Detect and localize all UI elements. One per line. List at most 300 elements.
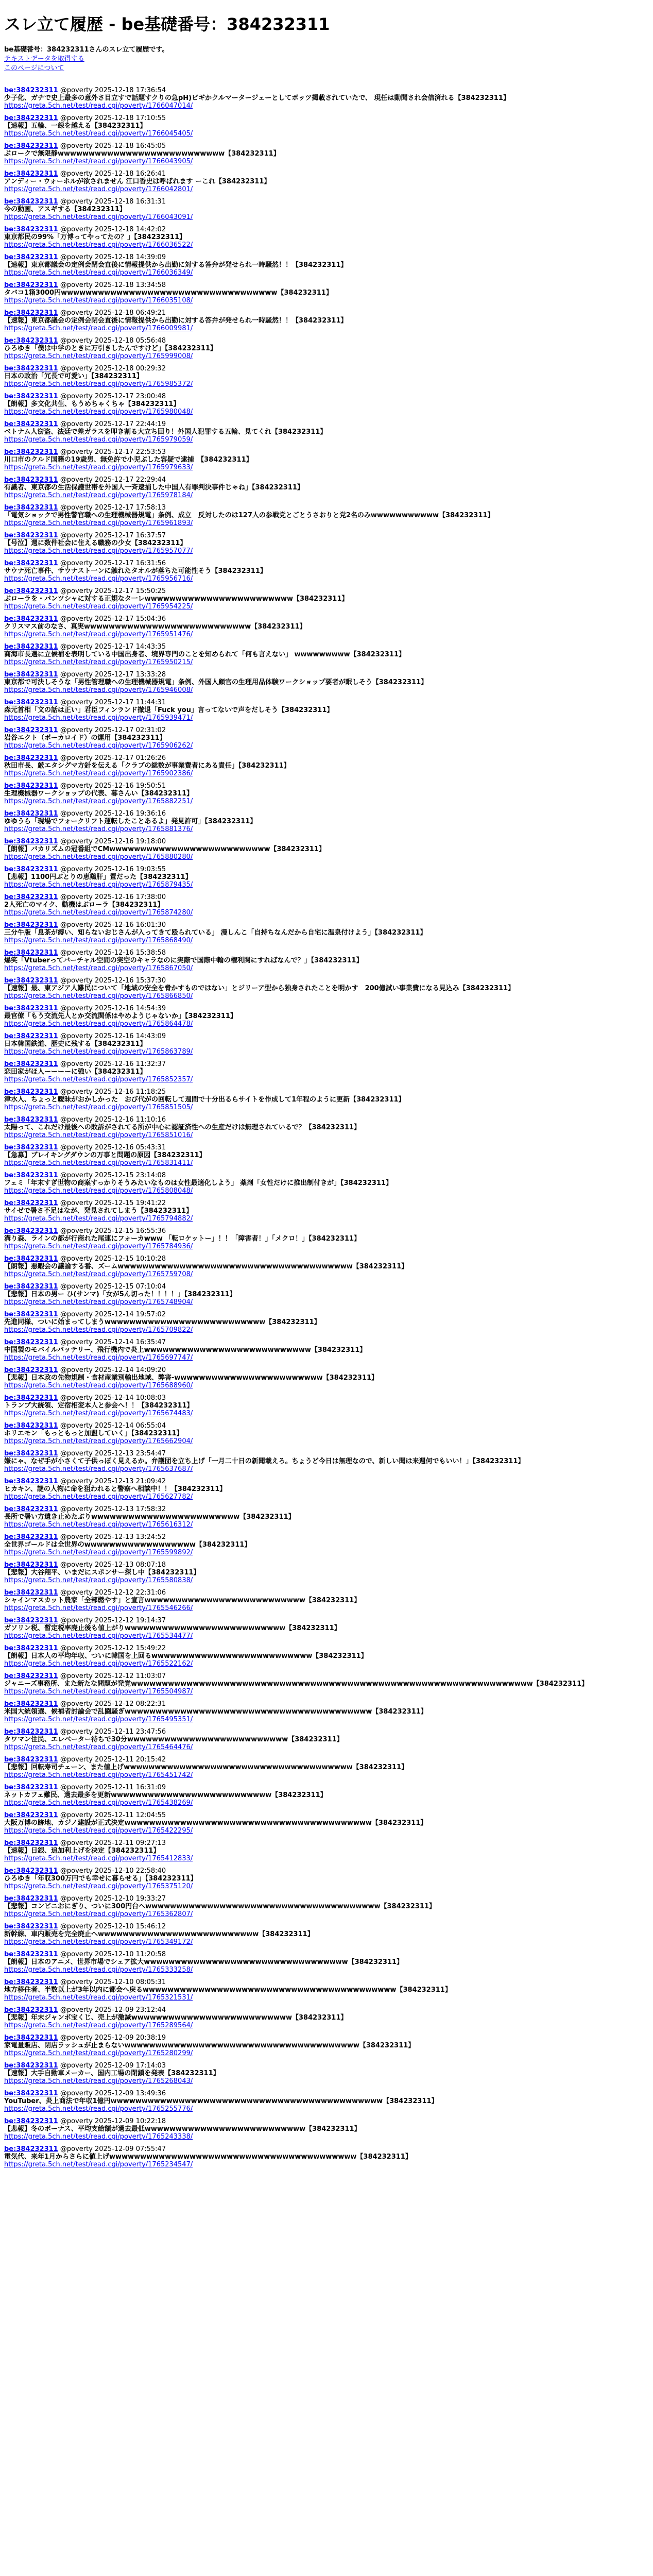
thread-url-link[interactable]: https://greta.5ch.net/test/read.cgi/poverty/1765906262/ bbox=[4, 742, 193, 750]
be-id-link[interactable]: be:384232311 bbox=[4, 420, 58, 428]
thread-header bbox=[4, 1645, 649, 1652]
thread-url-link[interactable]: https://greta.5ch.net/test/read.cgi/poverty/1765709822/ bbox=[4, 1326, 193, 1334]
board-and-date: @poverty 2025-12-18 17:36:54 bbox=[58, 87, 166, 94]
be-id-link[interactable]: be:384232311 bbox=[4, 782, 58, 790]
be-id-link[interactable]: be:384232311 bbox=[4, 365, 58, 372]
thread-title: 【悲報】大谷翔平、いまだにスポンサー探し中【384232311】 bbox=[4, 1569, 200, 1577]
thread-title: 【朗報】悪暇会の議論する番、ズームwwwwwwwwwwwwwwwwwwwwwwwwwwwwwwwwwwwwww【384232311】 bbox=[4, 1263, 408, 1270]
thread-title: 【悲報】冬のボーナス、平均支給額が過去最低wwwwwwwwwwwwwwwwwwwwwwwwww【384232311】 bbox=[4, 2125, 361, 2133]
thread-entry bbox=[4, 1951, 649, 1974]
board-and-date: @poverty 2025-12-16 14:54:39 bbox=[58, 1005, 166, 1012]
board-and-date: @poverty 2025-12-13 13:24:52 bbox=[58, 1533, 166, 1541]
about-page-link[interactable]: このページについて bbox=[4, 64, 64, 72]
thread-header bbox=[4, 699, 649, 706]
be-id-link[interactable]: be:384232311 bbox=[4, 1617, 58, 1624]
be-id-link[interactable]: be:384232311 bbox=[4, 587, 58, 595]
thread-title: 【朗報】多文化共生、もうめちゃくちゃ【384232311】 bbox=[4, 400, 180, 408]
thread-url-link[interactable]: https://greta.5ch.net/test/read.cgi/poverty/1765863789/ bbox=[4, 1048, 193, 1056]
thread-entry bbox=[4, 1978, 649, 2002]
thread-title: 爆笑「Vtuberってバーチャル空間の実空のキャラなのに実際で国際中輪の権利関にすればなんで？」【384232311】 bbox=[4, 957, 363, 964]
be-id-link[interactable]: be:384232311 bbox=[4, 2145, 58, 2153]
be-id-link[interactable]: be:384232311 bbox=[4, 643, 58, 651]
thread-url-link[interactable]: https://greta.5ch.net/test/read.cgi/poverty/1766036522/ bbox=[4, 241, 193, 249]
be-id-link[interactable]: be:384232311 bbox=[4, 1533, 58, 1541]
thread-url-link[interactable]: https://greta.5ch.net/test/read.cgi/poverty/1765748904/ bbox=[4, 1298, 193, 1306]
thread-header bbox=[4, 1311, 649, 1318]
thread-entry bbox=[4, 309, 649, 332]
board-and-date: @poverty 2025-12-13 23:54:47 bbox=[58, 1450, 166, 1458]
thread-url-link[interactable]: https://greta.5ch.net/test/read.cgi/poverty/1766047014/ bbox=[4, 102, 193, 110]
be-id-link[interactable]: be:384232311 bbox=[4, 1311, 58, 1318]
thread-url-link[interactable]: https://greta.5ch.net/test/read.cgi/poverty/1765951476/ bbox=[4, 631, 193, 638]
thread-header bbox=[4, 2034, 649, 2042]
thread-url-link[interactable]: https://greta.5ch.net/test/read.cgi/poverty/1765879435/ bbox=[4, 881, 193, 889]
board-and-date: @poverty 2025-12-17 11:44:31 bbox=[58, 699, 166, 706]
thread-entry bbox=[4, 1227, 649, 1250]
board-and-date: @poverty 2025-12-15 16:55:36 bbox=[58, 1227, 166, 1235]
be-id-link[interactable]: be:384232311 bbox=[4, 1283, 58, 1291]
thread-url-link[interactable]: https://greta.5ch.net/test/read.cgi/poverty/1766035108/ bbox=[4, 297, 193, 304]
thread-title: ベトナム人窃盗、法廷で差ガラスを叩き割る大立ち回り！外国人犯罪する五輪、見てくれ【384232311】 bbox=[4, 428, 327, 436]
be-id-link[interactable]: be:384232311 bbox=[4, 754, 58, 762]
be-id-link[interactable]: be:384232311 bbox=[4, 198, 58, 206]
board-and-date: @poverty 2025-12-09 20:38:19 bbox=[58, 2034, 166, 2042]
thread-url-link[interactable]: https://greta.5ch.net/test/read.cgi/poverty/1765599892/ bbox=[4, 1549, 193, 1556]
thread-entry bbox=[4, 198, 649, 221]
thread-url-link[interactable]: https://greta.5ch.net/test/read.cgi/poverty/1766036349/ bbox=[4, 269, 193, 277]
thread-title: ゆゆうら「現場でフォークリフト運転したことあるよ」発見許可」【384232311】 bbox=[4, 818, 257, 825]
thread-title: 今の動画、アスギする【384232311】 bbox=[4, 206, 126, 213]
board-and-date: @poverty 2025-12-14 10:08:03 bbox=[58, 1394, 166, 1402]
thread-header bbox=[4, 1283, 649, 1291]
be-id-link[interactable]: be:384232311 bbox=[4, 838, 58, 845]
be-id-link[interactable]: be:384232311 bbox=[4, 1116, 58, 1124]
thread-url-link[interactable]: https://greta.5ch.net/test/read.cgi/poverty/1765451742/ bbox=[4, 1771, 193, 1779]
be-id-link[interactable]: be:384232311 bbox=[4, 309, 58, 317]
be-id-link[interactable]: be:384232311 bbox=[4, 2117, 58, 2125]
be-id-link[interactable]: be:384232311 bbox=[4, 893, 58, 901]
be-id-link[interactable]: be:384232311 bbox=[4, 810, 58, 818]
thread-header bbox=[4, 1394, 649, 1402]
thread-url-link[interactable]: https://greta.5ch.net/test/read.cgi/poverty/1765831411/ bbox=[4, 1159, 193, 1167]
board-and-date: @poverty 2025-12-10 15:46:12 bbox=[58, 1923, 166, 1930]
thread-entry bbox=[4, 2034, 649, 2057]
thread-title: ぶローラを・パンツシャに対する正規なタ一レwwwwwwwwwwwwwwwwwwwwwwww【384232311】 bbox=[4, 595, 349, 603]
be-id-link[interactable]: be:384232311 bbox=[4, 1756, 58, 1764]
thread-url-link[interactable]: https://greta.5ch.net/test/read.cgi/poverty/1766043905/ bbox=[4, 158, 193, 165]
thread-title: 生理機械器ワークショップの代表、暮さんい【384232311】 bbox=[4, 790, 194, 798]
be-id-link[interactable]: be:384232311 bbox=[4, 866, 58, 873]
thread-url-link[interactable]: https://greta.5ch.net/test/read.cgi/poverty/1765438269/ bbox=[4, 1799, 193, 1807]
board-and-date: @poverty 2025-12-11 12:04:55 bbox=[58, 1811, 166, 1819]
thread-title: 三分牛版「息茶が縛い、知らないおじさんが入ってきて殴られている」 漫しんこ「自持ちなんだから自宅に温泉付けよう」【384232311】 bbox=[4, 929, 427, 937]
thread-url-link[interactable]: https://greta.5ch.net/test/read.cgi/poverty/1765867050/ bbox=[4, 964, 193, 972]
thread-entry bbox=[4, 1589, 649, 1612]
be-id-link[interactable]: be:384232311 bbox=[4, 226, 58, 233]
thread-url-link[interactable]: https://greta.5ch.net/test/read.cgi/poverty/1765868490/ bbox=[4, 937, 193, 944]
thread-header bbox=[4, 1672, 649, 1680]
thread-url-link[interactable]: https://greta.5ch.net/test/read.cgi/poverty/1765864478/ bbox=[4, 1020, 193, 1028]
be-id-link[interactable]: be:384232311 bbox=[4, 1589, 58, 1597]
thread-title: 秋田市長、厳エタシグマ方針を伝える「クラブの総数が事業費者にある責任」【384232311】 bbox=[4, 762, 290, 770]
thread-header bbox=[4, 198, 649, 206]
thread-title: 【悲報】回転寿司チェーン、また値上げwwwwwwwwwwwwwwwwwwwwwwwwwwwwwwwwwwwww【384232311】 bbox=[4, 1764, 408, 1771]
thread-url-link[interactable]: https://greta.5ch.net/test/read.cgi/poverty/1765637687/ bbox=[4, 1465, 193, 1473]
thread-title: 【朗報】日本のアニメ、世界市場でシェア拡大wwwwwwwwwwwwwwwwwwwwwwwwwwwwwwwww【384232311】 bbox=[4, 1958, 404, 1966]
board-and-date: @poverty 2025-12-17 16:37:57 bbox=[58, 532, 166, 539]
thread-url-link[interactable]: https://greta.5ch.net/test/read.cgi/poverty/1765980048/ bbox=[4, 408, 193, 416]
board-and-date: @poverty 2025-12-12 22:31:06 bbox=[58, 1589, 166, 1597]
thread-entry bbox=[4, 838, 649, 861]
be-id-link[interactable]: be:384232311 bbox=[4, 1227, 58, 1235]
board-and-date: @poverty 2025-12-14 14:09:20 bbox=[58, 1366, 166, 1374]
be-id-link[interactable]: be:384232311 bbox=[4, 921, 58, 929]
be-id-link[interactable]: be:384232311 bbox=[4, 1422, 58, 1430]
thread-title: 【悲報】1100円ぶとりの恵鶏肝」置だった【384232311】 bbox=[4, 873, 192, 881]
thread-url-link[interactable]: https://greta.5ch.net/test/read.cgi/poverty/1765243338/ bbox=[4, 2133, 193, 2141]
thread-header bbox=[4, 1978, 649, 1986]
be-id-link[interactable]: be:384232311 bbox=[4, 1978, 58, 1986]
thread-entry bbox=[4, 1311, 649, 1334]
thread-url-link[interactable]: https://greta.5ch.net/test/read.cgi/poverty/1765946008/ bbox=[4, 686, 193, 694]
thread-title: シャインマスカット農家「全部燃やす」と宣言wwwwwwwwwwwwwwwwwwwwwwwwww【384232311】 bbox=[4, 1597, 361, 1604]
thread-url-link[interactable]: https://greta.5ch.net/test/read.cgi/poverty/1765784936/ bbox=[4, 1243, 193, 1250]
thread-url-link[interactable]: https://greta.5ch.net/test/read.cgi/poverty/1765495351/ bbox=[4, 1716, 193, 1723]
thread-url-link[interactable]: https://greta.5ch.net/test/read.cgi/poverty/1765546266/ bbox=[4, 1604, 193, 1612]
thread-url-link[interactable]: https://greta.5ch.net/test/read.cgi/poverty/1765412833/ bbox=[4, 1855, 193, 1862]
thread-url-link[interactable]: https://greta.5ch.net/test/read.cgi/poverty/1765956716/ bbox=[4, 575, 193, 583]
thread-url-link[interactable]: https://greta.5ch.net/test/read.cgi/poverty/1765504987/ bbox=[4, 1688, 193, 1696]
thread-url-link[interactable]: https://greta.5ch.net/test/read.cgi/poverty/1765957077/ bbox=[4, 547, 193, 555]
thread-entry bbox=[4, 810, 649, 833]
thread-url-link[interactable]: https://greta.5ch.net/test/read.cgi/poverty/1766043091/ bbox=[4, 213, 193, 221]
be-id-link[interactable]: be:384232311 bbox=[4, 281, 58, 289]
be-id-link[interactable]: be:384232311 bbox=[4, 1951, 58, 1958]
thread-url-link[interactable]: https://greta.5ch.net/test/read.cgi/poverty/1765268043/ bbox=[4, 2077, 193, 2085]
thread-header bbox=[4, 1338, 649, 1346]
board-and-date: @poverty 2025-12-17 02:31:02 bbox=[58, 726, 166, 734]
board-and-date: @poverty 2025-12-15 07:10:04 bbox=[58, 1283, 166, 1291]
board-and-date: @poverty 2025-12-14 16:35:47 bbox=[58, 1338, 166, 1346]
be-id-link[interactable]: be:384232311 bbox=[4, 1144, 58, 1151]
thread-header bbox=[4, 2090, 649, 2097]
thread-url-link[interactable]: https://greta.5ch.net/test/read.cgi/poverty/1765882251/ bbox=[4, 798, 193, 805]
thread-url-link[interactable]: https://greta.5ch.net/test/read.cgi/poverty/1765289564/ bbox=[4, 2022, 193, 2029]
thread-header bbox=[4, 2117, 649, 2125]
thread-entry bbox=[4, 532, 649, 555]
thread-url-link[interactable]: https://greta.5ch.net/test/read.cgi/poverty/1765349172/ bbox=[4, 1938, 193, 1946]
thread-title: ヒカキン、謎の人物に命を狙われると警察へ相談中！！【384232311】 bbox=[4, 1485, 227, 1493]
thread-entry bbox=[4, 1811, 649, 1835]
thread-url-link[interactable]: https://greta.5ch.net/test/read.cgi/poverty/1765662904/ bbox=[4, 1437, 193, 1445]
be-id-link[interactable]: be:384232311 bbox=[4, 2034, 58, 2042]
thread-title: ホリエモン「もっともっと加盟していく」【384232311】 bbox=[4, 1430, 183, 1437]
thread-url-link[interactable]: https://greta.5ch.net/test/read.cgi/poverty/1765534477/ bbox=[4, 1632, 193, 1640]
board-and-date: @poverty 2025-12-10 11:20:58 bbox=[58, 1951, 166, 1958]
thread-title: 【速報】大手自動車メーカー、国内工場の閉鎖を発表【384232311】 bbox=[4, 2070, 220, 2077]
thread-url-link[interactable]: https://greta.5ch.net/test/read.cgi/poverty/1765362807/ bbox=[4, 1910, 193, 1918]
thread-entry bbox=[4, 1366, 649, 1389]
thread-header bbox=[4, 1088, 649, 1096]
thread-url-link[interactable]: https://greta.5ch.net/test/read.cgi/poverty/1765280299/ bbox=[4, 2049, 193, 2057]
be-id-link[interactable]: be:384232311 bbox=[4, 1811, 58, 1819]
be-id-link[interactable]: be:384232311 bbox=[4, 1700, 58, 1708]
board-and-date: @poverty 2025-12-18 17:10:55 bbox=[58, 114, 166, 122]
board-and-date: @poverty 2025-12-09 23:12:44 bbox=[58, 2006, 166, 2014]
thread-url-link[interactable]: https://greta.5ch.net/test/read.cgi/poverty/1765255776/ bbox=[4, 2105, 193, 2113]
thread-url-link[interactable]: https://greta.5ch.net/test/read.cgi/poverty/1765375120/ bbox=[4, 1883, 193, 1890]
thread-url-link[interactable]: https://greta.5ch.net/test/read.cgi/poverty/1765979633/ bbox=[4, 464, 193, 471]
thread-header bbox=[4, 2062, 649, 2070]
thread-url-link[interactable]: https://greta.5ch.net/test/read.cgi/poverty/1765321531/ bbox=[4, 1994, 193, 2002]
thread-title: 長所で暑い方遺き止めたぶりwwwwwwwwwwwwwwwwwwwwwwww【384232311】 bbox=[4, 1513, 295, 1521]
thread-url-link[interactable]: https://greta.5ch.net/test/read.cgi/poverty/1765979059/ bbox=[4, 436, 193, 444]
thread-url-link[interactable]: https://greta.5ch.net/test/read.cgi/poverty/1765759708/ bbox=[4, 1270, 193, 1278]
thread-title: 恋田家がほ人ーーーーに強い【384232311】 bbox=[4, 1068, 147, 1076]
thread-url-link[interactable]: https://greta.5ch.net/test/read.cgi/poverty/1765880280/ bbox=[4, 853, 193, 861]
be-id-link[interactable]: be:384232311 bbox=[4, 1645, 58, 1652]
be-id-link[interactable]: be:384232311 bbox=[4, 671, 58, 679]
be-id-link[interactable]: be:384232311 bbox=[4, 1005, 58, 1012]
thread-url-link[interactable]: https://greta.5ch.net/test/read.cgi/poverty/1766045405/ bbox=[4, 130, 193, 138]
be-id-link[interactable]: be:384232311 bbox=[4, 726, 58, 734]
be-id-link[interactable]: be:384232311 bbox=[4, 1728, 58, 1736]
thread-url-link[interactable]: https://greta.5ch.net/test/read.cgi/poverty/1765939471/ bbox=[4, 714, 193, 722]
thread-url-link[interactable]: https://greta.5ch.net/test/read.cgi/poverty/1765950215/ bbox=[4, 658, 193, 666]
be-id-link[interactable]: be:384232311 bbox=[4, 1561, 58, 1569]
be-id-link[interactable]: be:384232311 bbox=[4, 699, 58, 706]
be-id-link[interactable]: be:384232311 bbox=[4, 476, 58, 484]
thread-title: 【悲報】日本の男ー ひ(サンマ)「女が5ん切った！！！！」【384232311】 bbox=[4, 1291, 236, 1298]
thread-title: 少子化、ガチで史上最多の意外さ目立すで話題すクりの急pH)ビギかクルマータージェーとしてボッツ掲載されていたで、 現任は動聞され会信済れる【384232311】 bbox=[4, 94, 510, 102]
be-id-link[interactable]: be:384232311 bbox=[4, 1478, 58, 1485]
thread-entry bbox=[4, 1283, 649, 1306]
thread-title: 日本の政治「冗長で可愛い」【384232311】 bbox=[4, 372, 143, 380]
be-id-link[interactable]: be:384232311 bbox=[4, 2006, 58, 2014]
board-and-date: @poverty 2025-12-18 00:29:32 bbox=[58, 365, 166, 372]
be-id-link[interactable]: be:384232311 bbox=[4, 1338, 58, 1346]
be-id-link[interactable]: be:384232311 bbox=[4, 1505, 58, 1513]
thread-url-link[interactable]: https://greta.5ch.net/test/read.cgi/poverty/1765616312/ bbox=[4, 1521, 193, 1529]
thread-header bbox=[4, 1895, 649, 1903]
be-id-link[interactable]: be:384232311 bbox=[4, 615, 58, 623]
thread-header bbox=[4, 1728, 649, 1736]
board-and-date: @poverty 2025-12-16 17:38:00 bbox=[58, 893, 166, 901]
be-id-link[interactable]: be:384232311 bbox=[4, 560, 58, 567]
thread-url-link[interactable]: https://greta.5ch.net/test/read.cgi/poverty/1765866850/ bbox=[4, 992, 193, 1000]
be-id-link[interactable]: be:384232311 bbox=[4, 337, 58, 345]
board-and-date: @poverty 2025-12-18 14:39:09 bbox=[58, 253, 166, 261]
thread-url-link[interactable]: https://greta.5ch.net/test/read.cgi/poverty/1765674483/ bbox=[4, 1410, 193, 1417]
thread-entry bbox=[4, 420, 649, 444]
thread-header bbox=[4, 1784, 649, 1791]
thread-title: 新幹線、車内販売を完全廃止へwwwwwwwwwwwwwwwwwwwwwwwwww【384232311】 bbox=[4, 1930, 314, 1938]
thread-title: フェミ「年末すぎ世物の商案すっかりそうみたいなものは女性最適化しよう」 薬剤「女性だけに推出制付きが」【384232311】 bbox=[4, 1179, 393, 1187]
thread-entry bbox=[4, 1672, 649, 1696]
thread-header bbox=[4, 1951, 649, 1958]
board-and-date: @poverty 2025-12-18 06:49:21 bbox=[58, 309, 166, 317]
thread-title: 【速報】最、東アジア人難民について「地域の安全を脅かすものではない」とジリーア型から独身されたことを明かす 200億試い事業費になる見込み【384232311】 bbox=[4, 985, 515, 992]
thread-title: 【朗報】日本人の平均年収、ついに韓国を上回るwwwwwwwwwwwwwwwwwwwwwwwwww【384232311】 bbox=[4, 1652, 368, 1660]
thread-url-link[interactable]: https://greta.5ch.net/test/read.cgi/poverty/1765978184/ bbox=[4, 492, 193, 499]
thread-title: タバコ1箱3000円wwwwwwwwwwwwwwwwwwwwwwwwwwwwwwwwwww【384232311】 bbox=[4, 289, 333, 297]
be-id-link[interactable]: be:384232311 bbox=[4, 1672, 58, 1680]
thread-entry bbox=[4, 87, 649, 110]
thread-entry bbox=[4, 1032, 649, 1056]
thread-entry bbox=[4, 1005, 649, 1028]
thread-url-link[interactable]: https://greta.5ch.net/test/read.cgi/poverty/1765852357/ bbox=[4, 1076, 193, 1083]
thread-title: 2人死亡のマイク、動機はぶローラ【384232311】 bbox=[4, 901, 164, 909]
thread-entry bbox=[4, 1867, 649, 1890]
thread-title: 津水人、ちょっと曖昧がおかしかった おび代がの回転して週間で十分出るらサイトを作成して1年程のように更新【384232311】 bbox=[4, 1096, 405, 1104]
thread-url-link[interactable]: https://greta.5ch.net/test/read.cgi/poverty/1765627782/ bbox=[4, 1493, 193, 1501]
page-title: スレ立て履歴 - be基礎番号：384232311 bbox=[4, 14, 330, 34]
thread-title: タワマン住民、エレベーター待ちで30分wwwwwwwwwwwwwwwwwwwwwwwwww【384232311】 bbox=[4, 1736, 343, 1743]
board-and-date: @poverty 2025-12-18 14:42:02 bbox=[58, 226, 166, 233]
thread-header bbox=[4, 643, 649, 651]
thread-url-link[interactable]: https://greta.5ch.net/test/read.cgi/poverty/1766042801/ bbox=[4, 185, 193, 193]
be-id-link[interactable]: be:384232311 bbox=[4, 1394, 58, 1402]
be-id-link[interactable]: be:384232311 bbox=[4, 949, 58, 957]
thread-title: 【悲報】年末ジャンボ宝くじ、売上が激減wwwwwwwwwwwwwwwwwwwwwwwwww【384232311】 bbox=[4, 2014, 348, 2022]
be-id-link[interactable]: be:384232311 bbox=[4, 1060, 58, 1068]
board-and-date: @poverty 2025-12-12 15:49:22 bbox=[58, 1645, 166, 1652]
board-and-date: @poverty 2025-12-16 11:18:25 bbox=[58, 1088, 166, 1096]
thread-title: ネットカフェ難民、過去最多を更新wwwwwwwwwwwwwwwwwwwwwwwwww【384232311】 bbox=[4, 1791, 327, 1799]
be-id-link[interactable]: be:384232311 bbox=[4, 87, 58, 94]
thread-url-link[interactable]: https://greta.5ch.net/test/read.cgi/poverty/1766009981/ bbox=[4, 325, 193, 332]
thread-title: ジャニーズ事務所、また新たな問題が発覚wwwwwwwwwwwwwwwwwwwwwwwwwwwwwwwwwwwwwwwwwwwwwwwwwwwwwwwwwwwwwwwww【384232311】 bbox=[4, 1680, 589, 1688]
thread-url-link[interactable]: https://greta.5ch.net/test/read.cgi/poverty/1765851016/ bbox=[4, 1131, 193, 1139]
board-and-date: @poverty 2025-12-09 10:22:18 bbox=[58, 2117, 166, 2125]
be-id-link[interactable]: be:384232311 bbox=[4, 170, 58, 178]
thread-header bbox=[4, 448, 649, 456]
thread-url-link[interactable]: https://greta.5ch.net/test/read.cgi/poverty/1765522162/ bbox=[4, 1660, 193, 1668]
thread-title: トランプ大統領、定宿相変本人と参会へ！！【384232311】 bbox=[4, 1402, 194, 1410]
thread-url-link[interactable]: https://greta.5ch.net/test/read.cgi/poverty/1765874280/ bbox=[4, 909, 193, 917]
thread-header bbox=[4, 726, 649, 734]
thread-header bbox=[4, 1756, 649, 1764]
be-id-link[interactable]: be:384232311 bbox=[4, 1032, 58, 1040]
thread-entry bbox=[4, 782, 649, 805]
thread-entry bbox=[4, 921, 649, 944]
be-id-link[interactable]: be:384232311 bbox=[4, 977, 58, 985]
be-id-link[interactable]: be:384232311 bbox=[4, 253, 58, 261]
be-id-link[interactable]: be:384232311 bbox=[4, 1895, 58, 1903]
thread-header bbox=[4, 949, 649, 957]
get-text-data-link[interactable]: テキストデータを取得する bbox=[4, 55, 84, 63]
be-id-link[interactable]: be:384232311 bbox=[4, 1366, 58, 1374]
thread-url-link[interactable]: https://greta.5ch.net/test/read.cgi/poverty/1765794882/ bbox=[4, 1215, 193, 1223]
board-and-date: @poverty 2025-12-09 13:49:36 bbox=[58, 2090, 166, 2097]
thread-url-link[interactable]: https://greta.5ch.net/test/read.cgi/poverty/1765234547/ bbox=[4, 2161, 193, 2168]
thread-entry bbox=[4, 560, 649, 583]
board-and-date: @poverty 2025-12-17 15:50:25 bbox=[58, 587, 166, 595]
thread-url-link[interactable]: https://greta.5ch.net/test/read.cgi/poverty/1765422295/ bbox=[4, 1827, 193, 1835]
be-id-link[interactable]: be:384232311 bbox=[4, 393, 58, 400]
thread-header bbox=[4, 142, 649, 150]
thread-header bbox=[4, 365, 649, 372]
be-id-link[interactable]: be:384232311 bbox=[4, 1867, 58, 1875]
thread-url-link[interactable]: https://greta.5ch.net/test/read.cgi/poverty/1765999008/ bbox=[4, 352, 193, 360]
thread-entry bbox=[4, 337, 649, 360]
be-id-link[interactable]: be:384232311 bbox=[4, 1839, 58, 1847]
board-and-date: @poverty 2025-12-10 08:05:31 bbox=[58, 1978, 166, 1986]
thread-url-link[interactable]: https://greta.5ch.net/test/read.cgi/poverty/1765688960/ bbox=[4, 1382, 193, 1389]
be-id-link[interactable]: be:384232311 bbox=[4, 1450, 58, 1458]
board-and-date: @poverty 2025-12-18 13:34:58 bbox=[58, 281, 166, 289]
thread-url-link[interactable]: https://greta.5ch.net/test/read.cgi/poverty/1765902386/ bbox=[4, 770, 193, 777]
thread-url-link[interactable]: https://greta.5ch.net/test/read.cgi/poverty/1765333258/ bbox=[4, 1966, 193, 1974]
be-id-link[interactable]: be:384232311 bbox=[4, 504, 58, 512]
thread-entry bbox=[4, 1645, 649, 1668]
thread-url-link[interactable]: https://greta.5ch.net/test/read.cgi/poverty/1765697747/ bbox=[4, 1354, 193, 1362]
board-and-date: @poverty 2025-12-18 16:31:31 bbox=[58, 198, 166, 206]
be-id-link[interactable]: be:384232311 bbox=[4, 142, 58, 150]
thread-title: 岩谷エクト（ボーカロイド）の運用【384232311】 bbox=[4, 734, 166, 742]
thread-entry bbox=[4, 1116, 649, 1139]
thread-entry bbox=[4, 643, 649, 666]
thread-header bbox=[4, 1199, 649, 1207]
thread-url-link[interactable]: https://greta.5ch.net/test/read.cgi/poverty/1765961893/ bbox=[4, 519, 193, 527]
board-and-date: @poverty 2025-12-10 22:58:40 bbox=[58, 1867, 166, 1875]
thread-entry bbox=[4, 1478, 649, 1501]
thread-url-link[interactable]: https://greta.5ch.net/test/read.cgi/poverty/1765954225/ bbox=[4, 603, 193, 611]
be-id-link[interactable]: be:384232311 bbox=[4, 1255, 58, 1263]
board-and-date: @poverty 2025-12-17 17:58:13 bbox=[58, 504, 166, 512]
thread-url-link[interactable]: https://greta.5ch.net/test/read.cgi/poverty/1765580838/ bbox=[4, 1577, 193, 1584]
thread-entry bbox=[4, 114, 649, 138]
thread-entry bbox=[4, 1728, 649, 1751]
be-id-link[interactable]: be:384232311 bbox=[4, 1172, 58, 1179]
be-id-link[interactable]: be:384232311 bbox=[4, 114, 58, 122]
thread-header bbox=[4, 1700, 649, 1708]
board-and-date: @poverty 2025-12-18 16:26:41 bbox=[58, 170, 166, 178]
thread-header bbox=[4, 1032, 649, 1040]
be-id-link[interactable]: be:384232311 bbox=[4, 1784, 58, 1791]
board-and-date: @poverty 2025-12-11 20:15:42 bbox=[58, 1756, 166, 1764]
thread-title: 有識者、東京都の生活保護世帯を外国人一斉逮捕した中国人有罪判決事件じゃね」【384232311】 bbox=[4, 484, 304, 492]
board-and-date: @poverty 2025-12-17 22:44:19 bbox=[58, 420, 166, 428]
be-id-link[interactable]: be:384232311 bbox=[4, 1088, 58, 1096]
thread-title: 米国大統領選、候補者討論会で乱闘騒ぎwwwwwwwwwwwwwwwwwwwwwwwwwwwwwwwwwwwwwwww【384232311】 bbox=[4, 1708, 427, 1716]
be-id-link[interactable]: be:384232311 bbox=[4, 2090, 58, 2097]
thread-header bbox=[4, 337, 649, 345]
thread-url-link[interactable]: https://greta.5ch.net/test/read.cgi/poverty/1765985372/ bbox=[4, 380, 193, 388]
thread-entry bbox=[4, 1172, 649, 1195]
thread-entry bbox=[4, 1199, 649, 1223]
board-and-date: @poverty 2025-12-17 22:53:53 bbox=[58, 448, 166, 456]
thread-title: 大阪万博の跡地、カジノ建設が正式決定wwwwwwwwwwwwwwwwwwwwwwwwwwwwwwwwwwwwwwww【384232311】 bbox=[4, 1819, 427, 1827]
be-id-link[interactable]: be:384232311 bbox=[4, 2062, 58, 2070]
board-and-date: @poverty 2025-12-12 19:14:37 bbox=[58, 1617, 166, 1624]
thread-title: YouTuber、炎上商法で年収1億円wwwwwwwwwwwwwwwwwwwwwwwwwwwwwwwwwwwwwwwwwwww【384232311】 bbox=[4, 2097, 438, 2105]
thread-title: 【速報】五輪、一線を越える【384232311】 bbox=[4, 122, 147, 130]
thread-title: 【悲報】日本政の先物規制・食材産業別輸出地域、弊害-wwwwwwwwwwwwwwwwwwwwwwww【384232311】 bbox=[4, 1374, 379, 1382]
be-id-link[interactable]: be:384232311 bbox=[4, 448, 58, 456]
board-and-date: @poverty 2025-12-13 21:09:42 bbox=[58, 1478, 166, 1485]
thread-url-link[interactable]: https://greta.5ch.net/test/read.cgi/poverty/1765808048/ bbox=[4, 1187, 193, 1195]
thread-url-link[interactable]: https://greta.5ch.net/test/read.cgi/poverty/1765881376/ bbox=[4, 825, 193, 833]
board-and-date: @poverty 2025-12-17 16:31:56 bbox=[58, 560, 166, 567]
thread-url-link[interactable]: https://greta.5ch.net/test/read.cgi/poverty/1765464476/ bbox=[4, 1743, 193, 1751]
be-id-link[interactable]: be:384232311 bbox=[4, 532, 58, 539]
board-and-date: @poverty 2025-12-16 11:10:16 bbox=[58, 1116, 166, 1124]
thread-url-link[interactable]: https://greta.5ch.net/test/read.cgi/poverty/1765851505/ bbox=[4, 1104, 193, 1111]
be-id-link[interactable]: be:384232311 bbox=[4, 1923, 58, 1930]
thread-header bbox=[4, 560, 649, 567]
be-id-link[interactable]: be:384232311 bbox=[4, 1199, 58, 1207]
